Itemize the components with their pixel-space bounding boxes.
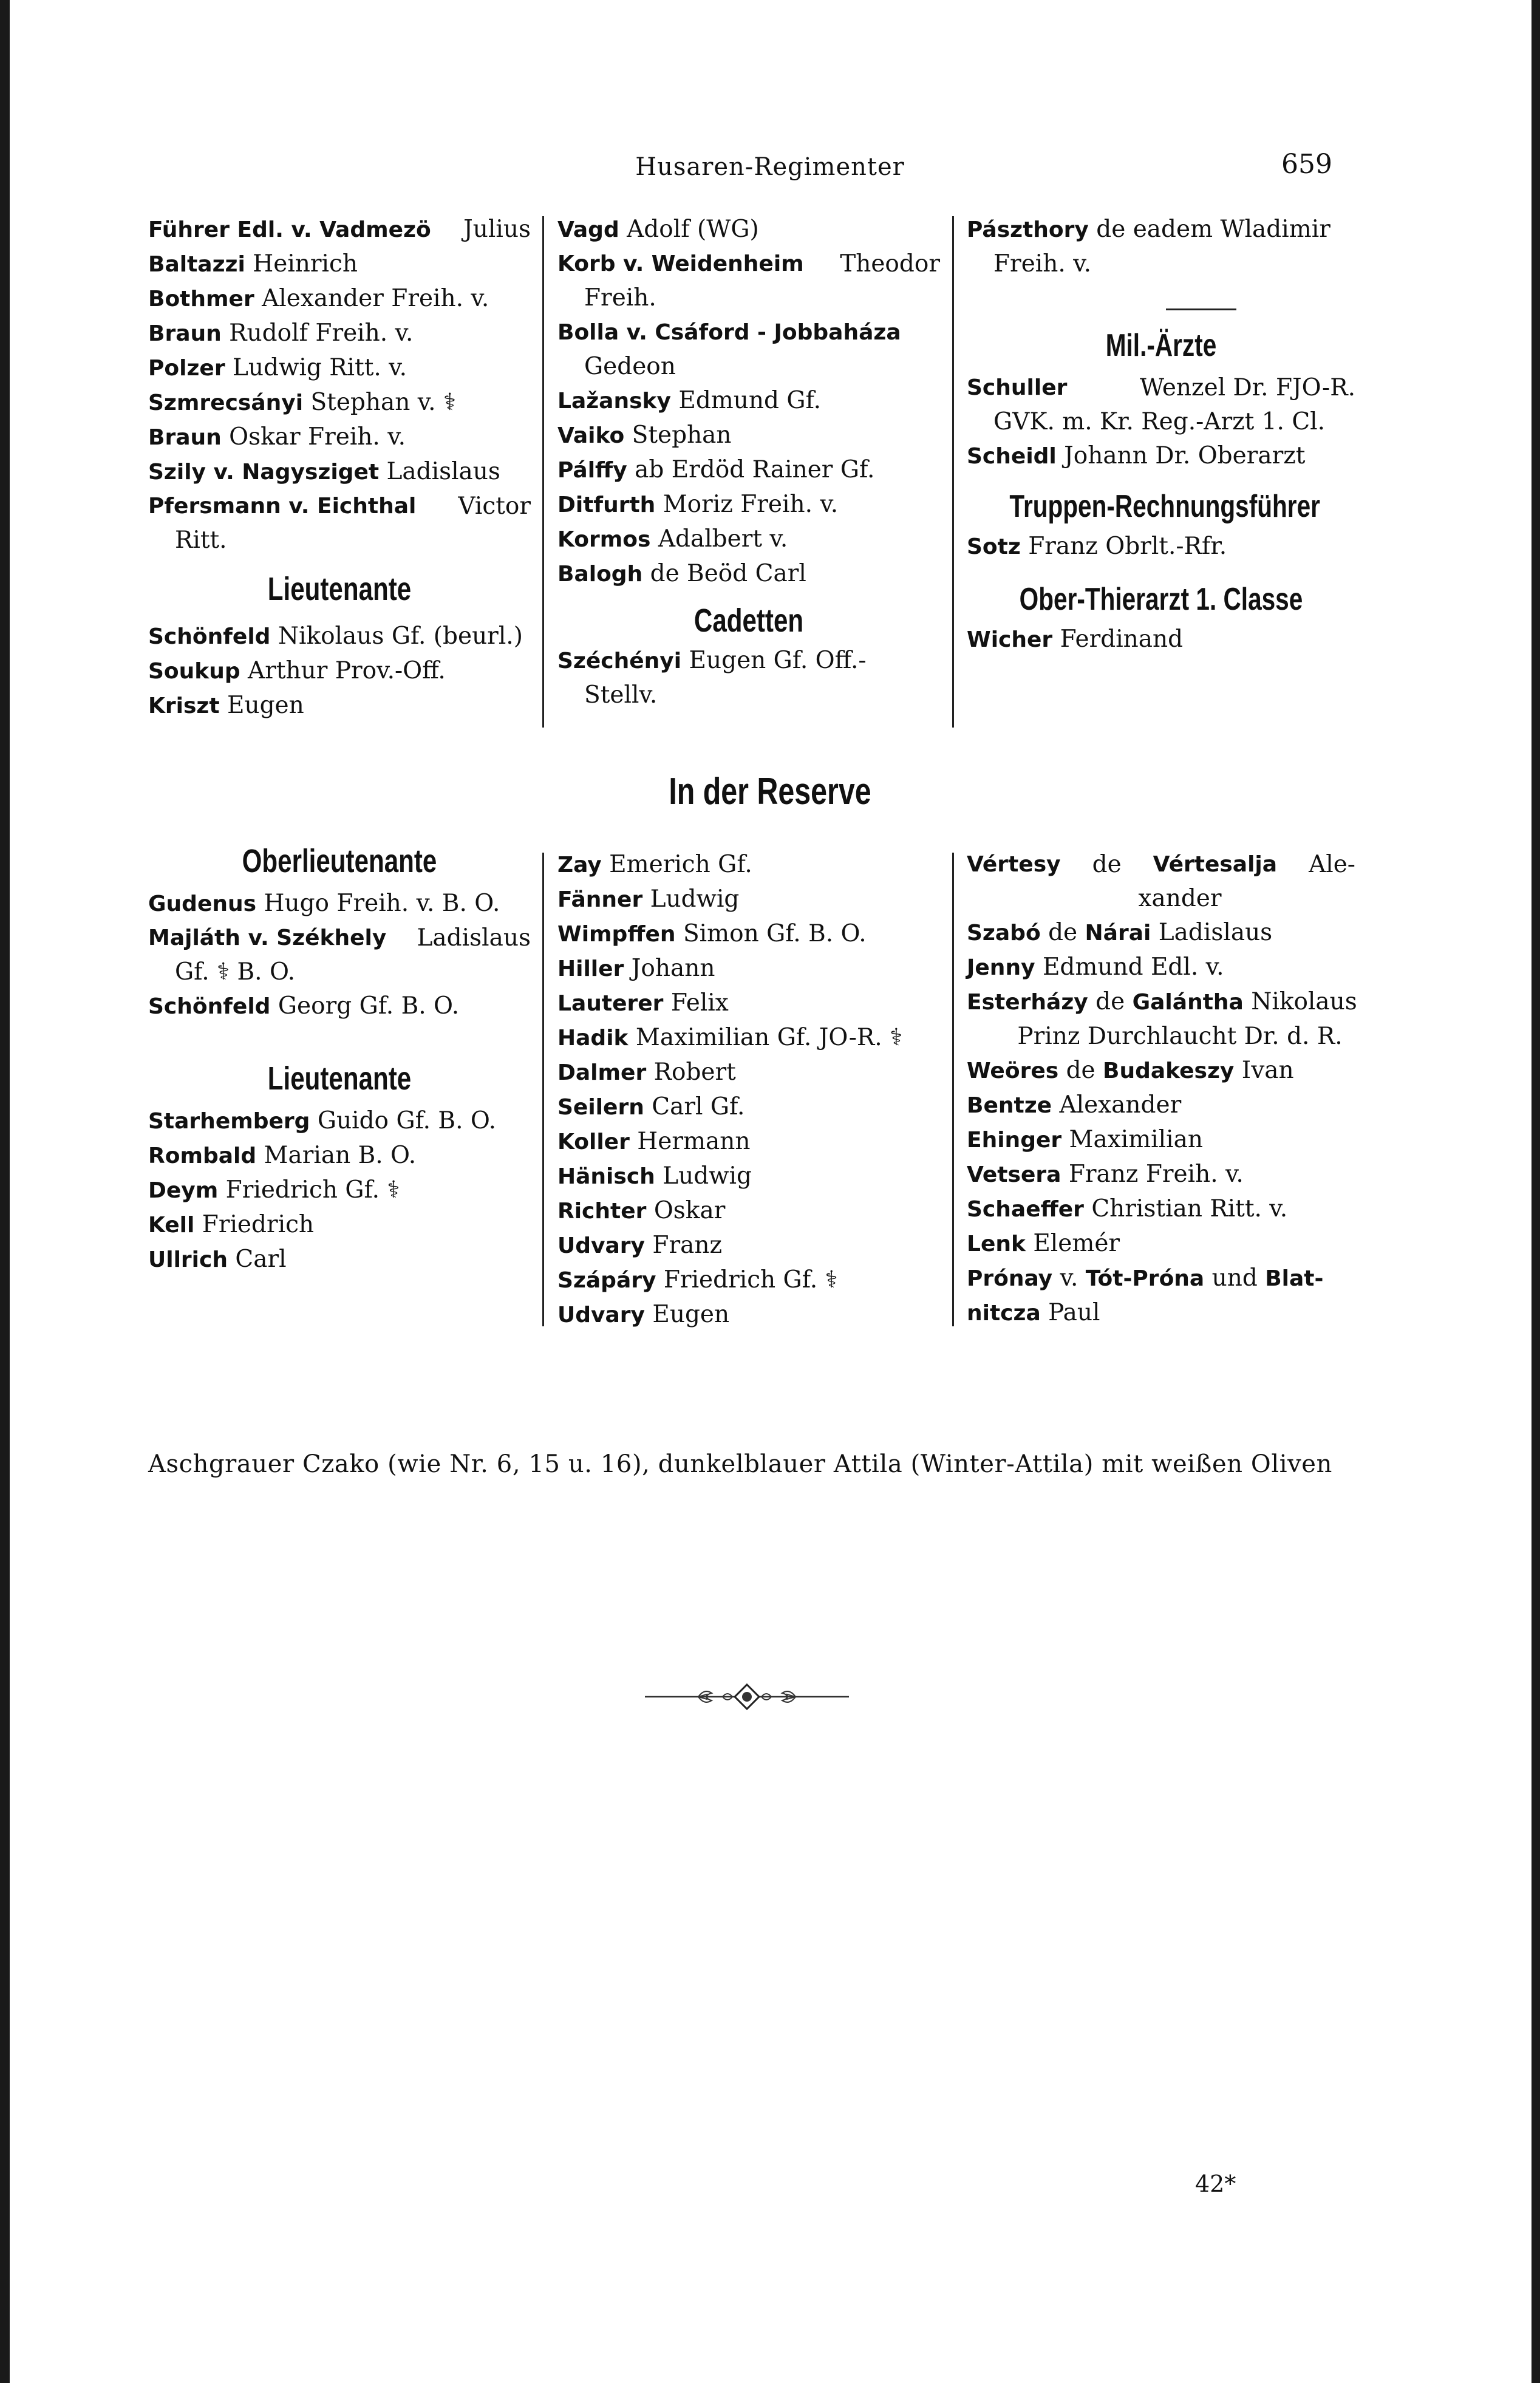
section-heading: Ober-Thierarzt 1. Classe bbox=[1019, 582, 1303, 617]
list-item: Udvary Eugen bbox=[557, 1301, 730, 1328]
list-item: Lenk Elemér bbox=[967, 1230, 1120, 1257]
list-item: Majláth v. Székhely Ladislaus bbox=[148, 924, 531, 952]
list-item: Kormos Adalbert v. bbox=[557, 525, 788, 553]
list-item: Sotz Franz Obrlt.-Rfr. bbox=[967, 533, 1227, 560]
list-item: Polzer Ludwig Ritt. v. bbox=[148, 354, 407, 381]
column-divider bbox=[952, 853, 954, 1326]
reserve-column-3 bbox=[967, 848, 1355, 1331]
section-heading: Mil.-Ärzte bbox=[1105, 328, 1217, 363]
list-item: Scheidl Johann Dr. Oberarzt bbox=[967, 442, 1306, 469]
list-item: Freih. bbox=[584, 284, 656, 312]
list-item: Ritt. bbox=[175, 527, 227, 554]
list-item: Vetsera Franz Freih. v. bbox=[967, 1161, 1244, 1188]
section-heading: Oberlieutenante bbox=[242, 843, 437, 879]
column-divider bbox=[952, 216, 954, 728]
list-item: Schuller Wenzel Dr. FJO-R. bbox=[967, 374, 1355, 401]
list-item: Gedeon bbox=[584, 353, 676, 380]
reserve-title: In der Reserve bbox=[669, 771, 871, 813]
uniform-footnote: Aschgrauer Czako (wie Nr. 6, 15 u. 16), dunkelblauer Attila (Winter-Attila) mit weißen Oliven bbox=[148, 1450, 1332, 1478]
list-item: Baltazzi Heinrich bbox=[148, 250, 358, 278]
list-item: Fänner Ludwig bbox=[557, 885, 740, 913]
list-item: Braun Oskar Freih. v. bbox=[148, 423, 406, 451]
list-item: GVK. m. Kr. Reg.-Arzt 1. Cl. bbox=[993, 408, 1326, 435]
column-divider bbox=[542, 216, 544, 728]
section-heading: Lieutenante bbox=[267, 571, 412, 607]
ornament-icon bbox=[644, 1679, 850, 1717]
list-item: Hadik Maximilian Gf. JO-R. ⚕ bbox=[557, 1024, 903, 1051]
scan-edge-left bbox=[0, 0, 10, 2383]
list-item: Zay Emerich Gf. bbox=[557, 851, 752, 878]
list-item: Gudenus Hugo Freih. v. B. O. bbox=[148, 890, 500, 917]
list-item: Wimpffen Simon Gf. B. O. bbox=[557, 920, 867, 947]
list-item: Wicher Ferdinand bbox=[967, 626, 1184, 653]
scan-edge-right bbox=[1531, 0, 1540, 2383]
list-item: Richter Oskar bbox=[557, 1197, 726, 1224]
list-item: Ditfurth Moriz Freih. v. bbox=[557, 491, 839, 518]
top-column-1 bbox=[148, 213, 531, 723]
separator-rule bbox=[1166, 309, 1236, 310]
list-item: Führer Edl. v. Vadmezö Julius bbox=[148, 216, 531, 243]
list-item: xander bbox=[1138, 885, 1222, 912]
list-item: Kell Friedrich bbox=[148, 1211, 315, 1238]
list-item: Bentze Alexander bbox=[967, 1091, 1182, 1119]
list-item: Balogh de Beöd Carl bbox=[557, 560, 806, 587]
list-item: Bolla v. Csáford - Jobbaháza bbox=[557, 320, 901, 345]
signature-mark: 42* bbox=[1195, 2170, 1236, 2197]
list-item: Prinz Durchlaucht Dr. d. R. bbox=[1017, 1023, 1343, 1050]
list-item: Kriszt Eugen bbox=[148, 692, 304, 719]
list-item: Stellv. bbox=[584, 681, 658, 709]
list-item: Bothmer Alexander Freih. v. bbox=[148, 285, 489, 312]
list-item: Pálffy ab Erdöd Rainer Gf. bbox=[557, 456, 875, 483]
list-item: Hiller Johann bbox=[557, 955, 715, 982]
list-item: Schaeffer Christian Ritt. v. bbox=[967, 1195, 1288, 1222]
list-item: Soukup Arthur Prov.-Off. bbox=[148, 657, 446, 684]
top-column-3 bbox=[967, 213, 1355, 657]
list-item: Koller Hermann bbox=[557, 1128, 751, 1155]
list-item: Prónay v. Tót-Próna und Blat- bbox=[967, 1264, 1324, 1292]
list-item: Ehinger Maximilian bbox=[967, 1126, 1203, 1153]
section-heading: Lieutenante bbox=[267, 1060, 412, 1097]
list-item: Vértesy de Vértesalja Ale- bbox=[967, 851, 1355, 878]
column-divider bbox=[542, 853, 544, 1326]
page-number: 659 bbox=[1281, 149, 1332, 180]
list-item: Starhemberg Guido Gf. B. O. bbox=[148, 1107, 496, 1134]
list-item: Schönfeld Nikolaus Gf. (beurl.) bbox=[148, 622, 523, 650]
list-item: Braun Rudolf Freih. v. bbox=[148, 319, 414, 347]
list-item: Pászthory de eadem Wladimir bbox=[967, 216, 1330, 243]
list-item: Vaiko Stephan bbox=[557, 421, 732, 449]
list-item: Lauterer Felix bbox=[557, 989, 729, 1017]
list-item: Seilern Carl Gf. bbox=[557, 1093, 745, 1120]
section-heading: Truppen-Rechnungsführer bbox=[1009, 489, 1320, 524]
section-heading: Cadetten bbox=[693, 602, 804, 639]
list-item: Hänisch Ludwig bbox=[557, 1162, 752, 1190]
list-item: Korb v. Weidenheim Theodor bbox=[557, 250, 940, 278]
list-item: Jenny Edmund Edl. v. bbox=[967, 953, 1224, 981]
list-item: Szápáry Friedrich Gf. ⚕ bbox=[557, 1266, 838, 1294]
list-item: Szily v. Nagysziget Ladislaus bbox=[148, 458, 500, 485]
page-header-title: Husaren-Regimenter bbox=[635, 153, 905, 181]
top-column-2 bbox=[557, 213, 940, 712]
list-item: Schönfeld Georg Gf. B. O. bbox=[148, 992, 460, 1020]
list-item: Dalmer Robert bbox=[557, 1059, 736, 1086]
reserve-column-1 bbox=[148, 844, 531, 1277]
list-item: Esterházy de Galántha Nikolaus bbox=[967, 988, 1357, 1015]
list-item: Weöres de Budakeszy Ivan bbox=[967, 1057, 1294, 1084]
list-item: Gf. ⚕ B. O. bbox=[175, 958, 296, 986]
list-item: Deym Friedrich Gf. ⚕ bbox=[148, 1176, 400, 1204]
list-item: Ullrich Carl bbox=[148, 1246, 287, 1273]
list-item: Lažansky Edmund Gf. bbox=[557, 387, 821, 414]
list-item: Freih. v. bbox=[993, 250, 1091, 278]
list-item: Vagd Adolf (WG) bbox=[557, 216, 759, 243]
list-item: Pfersmann v. Eichthal Victor bbox=[148, 493, 531, 520]
reserve-column-2 bbox=[557, 848, 940, 1332]
list-item: Szabó de Nárai Ladislaus bbox=[967, 919, 1273, 946]
list-item: Széchényi Eugen Gf. Off.- bbox=[557, 647, 867, 674]
list-item: Rombald Marian B. O. bbox=[148, 1142, 417, 1169]
list-item: nitcza Paul bbox=[967, 1299, 1100, 1326]
list-item: Udvary Franz bbox=[557, 1232, 723, 1259]
list-item: Szmrecsányi Stephan v. ⚕ bbox=[148, 389, 457, 416]
